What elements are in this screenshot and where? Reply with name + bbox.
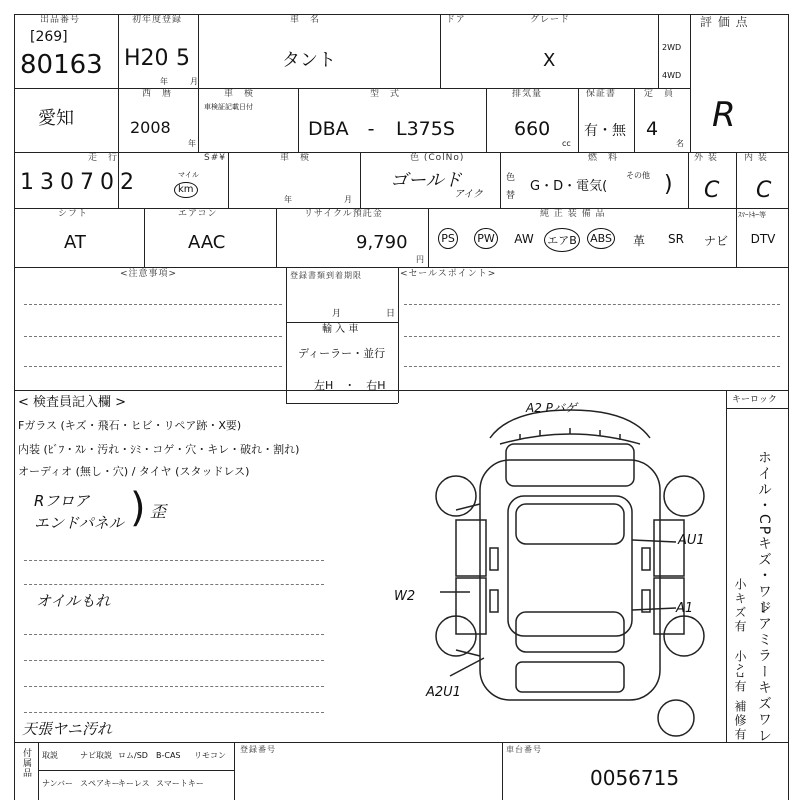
mileage-unit-top: マイル [178, 171, 199, 179]
mileage-unit: km [174, 182, 198, 198]
drive-4wd: 4WD [662, 71, 682, 80]
mileage: 130702 [20, 170, 140, 195]
ac-label: エアコン [178, 209, 218, 219]
inspector-line [24, 560, 324, 561]
mark-w2: W2 [394, 589, 416, 604]
col-d [658, 14, 659, 88]
model-label: 型 式 [370, 89, 401, 99]
notice-label: <注意事項> [120, 269, 178, 279]
accessory-item: スマートキー [156, 779, 204, 788]
recycle-unit: 円 [416, 255, 424, 264]
items-label: 付属品 [21, 748, 31, 778]
row4-bottom [14, 267, 788, 268]
car-name-label: 車 名 [290, 15, 321, 25]
keylock-underline [726, 408, 788, 409]
displacement-label: 排気量 [512, 89, 543, 99]
accessory-item: B-CAS [156, 751, 181, 760]
audio-line: オーディオ (無し・穴) / タイヤ (スタッドレス) [18, 465, 250, 478]
col-r4c [428, 208, 429, 267]
delivery-bottom [286, 403, 398, 404]
delivery-month: 月 [332, 309, 342, 319]
equipment-extra-label: ｽﾏｰﾄｷｰ等 [738, 211, 766, 219]
sales-line [404, 336, 780, 337]
capacity: 4 [646, 118, 659, 140]
equipment-label-text: PW [474, 228, 498, 249]
border-top [14, 14, 788, 15]
glass-line: Fガラス (キズ・飛石・ヒビ・リペア跡・X要) [18, 419, 242, 432]
accessory-item: キーレス [118, 779, 150, 788]
mark-line-a2u1 [450, 658, 484, 676]
car-trunk [516, 662, 624, 692]
border-right [788, 14, 789, 800]
displacement: 660 [514, 118, 551, 140]
notice-line [24, 304, 282, 305]
col-r4b [276, 208, 277, 267]
door-label: ドア [446, 15, 466, 25]
fuel-close: ) [664, 172, 673, 197]
row3-bottom [14, 208, 788, 209]
vehicle-month: 月 [344, 195, 352, 204]
col-r4d [736, 208, 737, 267]
region: 愛知 [38, 108, 74, 129]
car-hood [506, 444, 634, 486]
cc-unit: cc [562, 139, 571, 148]
accessory-item: ナビ取説 [80, 751, 112, 760]
col-r4a [144, 208, 145, 267]
model-prefix: DBA - [308, 118, 375, 140]
foot-c [502, 742, 503, 800]
score-label: 評 価 点 [700, 15, 749, 29]
color-label: 色 (ColNo) [410, 153, 465, 163]
recycle-label: リサイクル預託金 [304, 209, 383, 219]
car-roof [508, 496, 632, 636]
mark-line-au1 [632, 540, 676, 542]
recycle: 9,790 [356, 232, 408, 253]
interior: C [756, 178, 772, 203]
spare-wheel [658, 700, 694, 736]
lot-number: 80163 [20, 50, 103, 80]
handle: 左H ・ 右H [314, 379, 386, 392]
hand-note-5: 天張ヤニ汚れ [22, 720, 113, 738]
right-door-front [654, 520, 684, 576]
equipment-label-text: AW [514, 232, 534, 246]
accessory-item: ロム/SD [118, 751, 148, 760]
equipment-label-text: 革 [632, 234, 645, 248]
shift: AT [64, 232, 86, 253]
right-note-5: 補修有 [733, 700, 747, 742]
delivery-label: 登録書類到着期限 [290, 271, 362, 280]
right-note-3: ドアミラーキズワレ [756, 600, 772, 744]
notice-line [24, 366, 282, 367]
inspection-note: 車検証記載日付 [204, 103, 253, 111]
car-name: タント [282, 50, 336, 71]
hand-note-4: オイルもれ [36, 592, 111, 610]
col-b [198, 14, 199, 152]
mark-a2u1: A2U1 [426, 685, 461, 700]
wheel-front-right [664, 476, 704, 516]
model: L375S [396, 118, 455, 140]
hand-note-2: エンドパネル [34, 514, 124, 532]
notes-bottom [14, 390, 788, 391]
year-unit-2: 年 [188, 139, 196, 148]
chassis: 0056715 [590, 766, 680, 790]
col-e [690, 14, 691, 152]
right-note-1: ホイル・CPキズ・ワレ [756, 450, 772, 617]
import-type: ディーラー・並行 [298, 347, 386, 360]
shift-type-label: S#¥ [204, 153, 226, 163]
inspector-line [24, 660, 324, 661]
score: R [712, 95, 736, 135]
footer-top [14, 742, 788, 743]
equipment-label-text: PS [438, 228, 458, 249]
col-r2a [298, 88, 299, 152]
accessory-item: 取説 [42, 751, 58, 760]
exterior-label: 外 装 [694, 153, 718, 163]
warranty: 有・無 [584, 123, 626, 139]
equipment-item [658, 228, 694, 250]
lot-bracket: [269] [30, 29, 68, 45]
shift-label: シフト [58, 209, 89, 219]
month-unit: 月 [190, 77, 198, 86]
hand-note-1: Rフロア [34, 492, 90, 510]
import-label: 輸 入 車 [322, 324, 359, 335]
sales-line [404, 366, 780, 367]
col-r2b [486, 88, 487, 152]
interior-label: 内 装 [744, 153, 768, 163]
delivery-mid [286, 322, 398, 323]
equipment-label-text: DTV [750, 232, 776, 246]
keylock-label: キーロック [732, 395, 777, 405]
year-label: 西 暦 [142, 89, 173, 99]
border-left [14, 14, 15, 800]
vehicle-label: 車 検 [280, 153, 311, 163]
grade-label: グレード [530, 15, 571, 25]
left-door-front [456, 520, 486, 576]
equipment-item [696, 228, 736, 253]
delivery-left [286, 267, 287, 403]
col-r2d [634, 88, 635, 152]
right-note-4: 小ﾍｺ有 [733, 650, 747, 695]
fuel-label: 燃 料 [588, 153, 619, 163]
first-reg-label: 初年度登録 [132, 15, 183, 25]
accessory-item: スペアキー [80, 779, 120, 788]
inspector-line [24, 584, 324, 585]
col-r3e [736, 152, 737, 208]
keylock-col [726, 390, 727, 742]
equipment-item [738, 228, 788, 250]
grade: X [543, 50, 556, 71]
color-change-1: 色 [506, 173, 516, 183]
interior-line: 内装 (ﾋﾞﾌ・ｽﾚ・汚れ・ｼﾐ・コゲ・穴・キレ・破れ・割れ) [18, 443, 300, 456]
foot-a [38, 742, 39, 800]
color-note: アイク [454, 189, 483, 200]
color-change-2: 替 [506, 191, 516, 201]
right-note-2: 小キズ有 [733, 578, 747, 634]
equipment-item [544, 228, 580, 252]
ac: AAC [188, 232, 226, 253]
sales-line [404, 304, 780, 305]
year: 2008 [130, 118, 171, 137]
equipment-item [622, 228, 656, 253]
warranty-label: 保証書 [586, 89, 617, 99]
equipment-item [582, 228, 620, 249]
hand-note-3: 歪 [150, 502, 167, 521]
fuel-other: その他 [626, 171, 650, 180]
car-diagram [420, 400, 720, 740]
equipment-label-text: エアB [544, 228, 580, 252]
inspector-line [24, 634, 324, 635]
col-r3c [500, 152, 501, 208]
col-r2c [578, 88, 579, 152]
accessory-item: リモコン [194, 751, 226, 760]
equipment-label-text: ABS [587, 228, 615, 249]
vehicle-year: 年 [284, 195, 292, 204]
brace: ) [130, 485, 146, 531]
inspector-line [24, 686, 324, 687]
year-unit: 年 [160, 77, 168, 86]
delivery-right [398, 267, 399, 403]
equipment-label-text: SR [668, 232, 684, 246]
col-r3a [228, 152, 229, 208]
mark-au1: AU1 [678, 533, 705, 548]
foot-b [234, 742, 235, 800]
row2-bottom [14, 152, 788, 153]
drive-2wd: 2WD [662, 43, 682, 52]
car-windshield [516, 504, 624, 544]
equipment-label-text: ナビ [703, 234, 728, 248]
capacity-label: 定 員 [644, 89, 675, 99]
left-door-rear [456, 578, 486, 634]
car-rear-window [516, 612, 624, 652]
color: ゴールド [390, 170, 462, 191]
foot-mid [38, 770, 234, 771]
exterior: C [704, 178, 720, 203]
inspector-line [24, 712, 324, 713]
capacity-unit: 名 [676, 139, 684, 148]
equipment-label: 純 正 装 備 品 [540, 209, 606, 219]
era: H20 [124, 46, 169, 71]
mark-top: A2 Pバゲ [526, 401, 577, 415]
lot-label: 出品番号 [40, 15, 81, 25]
inspector-title: < 検査員記入欄 > [18, 395, 127, 410]
mark-line-a1 [632, 608, 676, 610]
chassis-label: 車台番号 [506, 745, 542, 754]
delivery-day: 日 [386, 309, 396, 319]
mileage-label: 走 行 [88, 153, 119, 163]
reg-label: 登録番号 [240, 745, 276, 754]
reg-month: 5 [176, 46, 190, 71]
sales-label: <セールスポイント> [400, 269, 497, 279]
equipment-item [506, 228, 542, 250]
col-r3b [360, 152, 361, 208]
equipment-item [468, 228, 504, 249]
equipment-item [430, 228, 466, 249]
notice-line [24, 336, 282, 337]
mark-a1: A1 [676, 601, 694, 616]
col-r3d [688, 152, 689, 208]
inspection-label: 車 検 [224, 89, 255, 99]
col-c [440, 14, 441, 88]
accessory-item: ナンバー [42, 779, 74, 788]
fuel: G・D・電気( [530, 179, 608, 194]
